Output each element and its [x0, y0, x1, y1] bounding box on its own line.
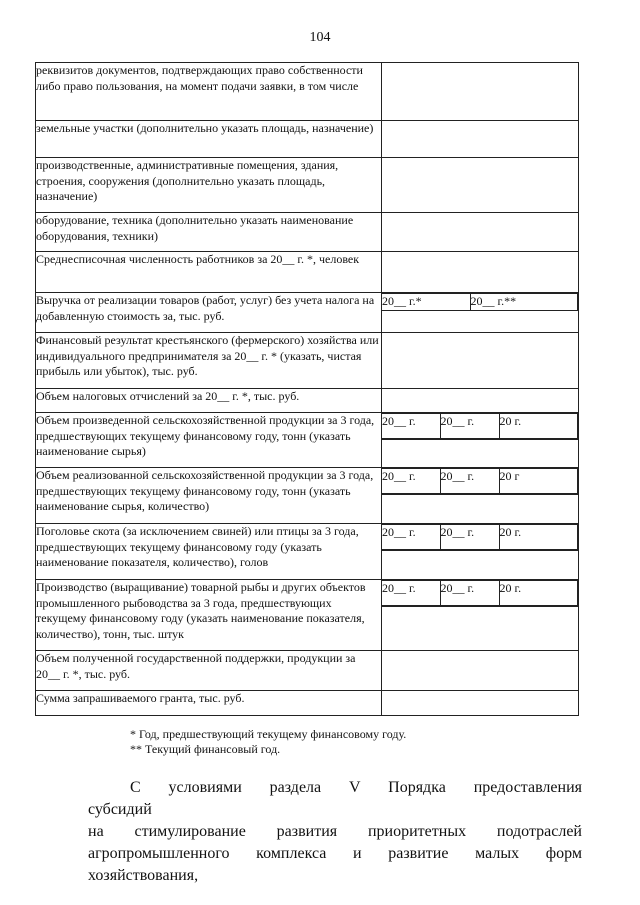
row-label: Объем налоговых отчислений за 20__ г. *, тыс. руб.	[36, 389, 382, 413]
year-value-cell[interactable]: 20 г.	[499, 414, 578, 439]
table-row	[36, 63, 579, 121]
row-label: Финансовый результат крестьянского (фермерского) хозяйства или индивидуального предпринимателя за 20__ г. * (указать, чистая прибыль или убыток), тыс. руб.	[36, 333, 382, 389]
amount-cell[interactable]	[440, 550, 499, 551]
table-row	[36, 121, 579, 158]
year-value-cell[interactable]: 20 г	[499, 469, 578, 494]
year-grid	[382, 580, 578, 607]
row-label: Выручка от реализации товаров (работ, услуг) без учета налога на добавленную стоимость за, тыс. руб.	[36, 293, 382, 333]
year-cells	[382, 468, 579, 524]
value-cell[interactable]	[382, 333, 579, 389]
value-cell[interactable]	[382, 213, 579, 252]
conditions-paragraph	[88, 777, 582, 887]
row-label: Производство (выращивание) товарной рыбы и других объектов промышленного рыбоводства за 3 года, предшествующих текущему финансовому году (указать наименование показателя, количество), тонн, тыс. штук	[36, 580, 382, 651]
amount-cell[interactable]	[440, 439, 499, 440]
table-row	[36, 293, 579, 333]
value-cell[interactable]	[382, 252, 579, 293]
amount-cell[interactable]	[440, 606, 499, 607]
amount-cell[interactable]	[499, 550, 578, 551]
amount-cell[interactable]	[382, 606, 440, 607]
footnote-current-year: ** Текущий финансовый год.	[130, 742, 281, 756]
year-value-cell[interactable]: 20__ г.*	[382, 294, 470, 311]
table-row	[36, 252, 579, 293]
paragraph-line: С условиями раздела V Порядка предоставления субсидий	[88, 779, 582, 818]
row-label: Сумма запрашиваемого гранта, тыс. руб.	[36, 691, 382, 716]
value-cell[interactable]	[382, 63, 579, 121]
row-label: реквизитов документов, подтверждающих право собственности либо право пользования, на момент подачи заявки, в том числе	[36, 63, 382, 121]
table-row	[36, 213, 579, 252]
row-label: Среднесписочная численность работников за 20__ г. *, человек	[36, 252, 382, 293]
table-row	[36, 691, 579, 716]
year-value-cell[interactable]: 20 г.	[499, 525, 578, 550]
row-label: Поголовье скота (за исключением свиней) или птицы за 3 года, предшествующих текущему финансовому году (указать наименование показателя, количество), голов	[36, 524, 382, 580]
year-value-cell[interactable]: 20__ г.	[440, 414, 499, 439]
table-row	[36, 468, 579, 524]
row-label: Объем произведенной сельскохозяйственной продукции за 3 года, предшествующих текущему финансовому году, тонн (указать наименование сырья)	[36, 413, 382, 468]
year-grid	[382, 413, 578, 440]
footnote-prev-year: * Год, предшествующий текущему финансовому году.	[130, 727, 407, 741]
page-number: 104	[309, 30, 331, 45]
value-cell[interactable]	[382, 121, 579, 158]
value-cell[interactable]	[382, 651, 579, 691]
amount-cell[interactable]	[382, 494, 440, 495]
year-value-cell[interactable]: 20__ г.	[440, 581, 499, 606]
amount-cell[interactable]	[382, 550, 440, 551]
paragraph-line: агропромышленного комплекса и развитие малых форм хозяйствования,	[88, 845, 582, 884]
amount-cell[interactable]	[382, 439, 440, 440]
row-label: производственные, административные помещения, здания, строения, сооружения (дополнительно указать площадь, назначение)	[36, 158, 382, 213]
year-grid	[382, 524, 578, 551]
table-row	[36, 580, 579, 651]
year-value-cell[interactable]: 20__ г.	[382, 414, 440, 439]
table-row	[36, 524, 579, 580]
row-label: оборудование, техника (дополнительно указать наименование оборудования, техники)	[36, 213, 382, 252]
table-row	[36, 158, 579, 213]
application-form-table	[35, 62, 579, 716]
year-grid	[382, 293, 578, 311]
table-row	[36, 413, 579, 468]
value-cell[interactable]	[382, 158, 579, 213]
year-value-cell[interactable]: 20__ г.	[440, 525, 499, 550]
year-cells	[382, 293, 579, 333]
year-value-cell[interactable]: 20__ г.	[382, 469, 440, 494]
row-label: земельные участки (дополнительно указать площадь, назначение)	[36, 121, 382, 158]
year-value-cell[interactable]: 20 г.	[499, 581, 578, 606]
value-cell[interactable]	[382, 691, 579, 716]
value-cell[interactable]	[382, 389, 579, 413]
footnotes	[130, 727, 406, 757]
table-row	[36, 651, 579, 691]
year-value-cell[interactable]: 20__ г.	[440, 469, 499, 494]
amount-cell[interactable]	[499, 439, 578, 440]
year-grid	[382, 468, 578, 495]
paragraph-line: на стимулирование развития приоритетных подотраслей	[88, 823, 582, 840]
year-cells	[382, 413, 579, 468]
year-value-cell[interactable]: 20__ г.	[382, 581, 440, 606]
row-label: Объем реализованной сельскохозяйственной продукции за 3 года, предшествующих текущему финансовому году, тонн (указать наименование сырья, количество)	[36, 468, 382, 524]
table-row	[36, 333, 579, 389]
year-value-cell[interactable]: 20__ г.**	[470, 294, 578, 311]
amount-cell[interactable]	[499, 494, 578, 495]
table-row	[36, 389, 579, 413]
amount-cell[interactable]	[499, 606, 578, 607]
year-cells	[382, 580, 579, 651]
year-value-cell[interactable]: 20__ г.	[382, 525, 440, 550]
amount-cell[interactable]	[440, 494, 499, 495]
year-cells	[382, 524, 579, 580]
row-label: Объем полученной государственной поддержки, продукции за 20__ г. *, тыс. руб.	[36, 651, 382, 691]
